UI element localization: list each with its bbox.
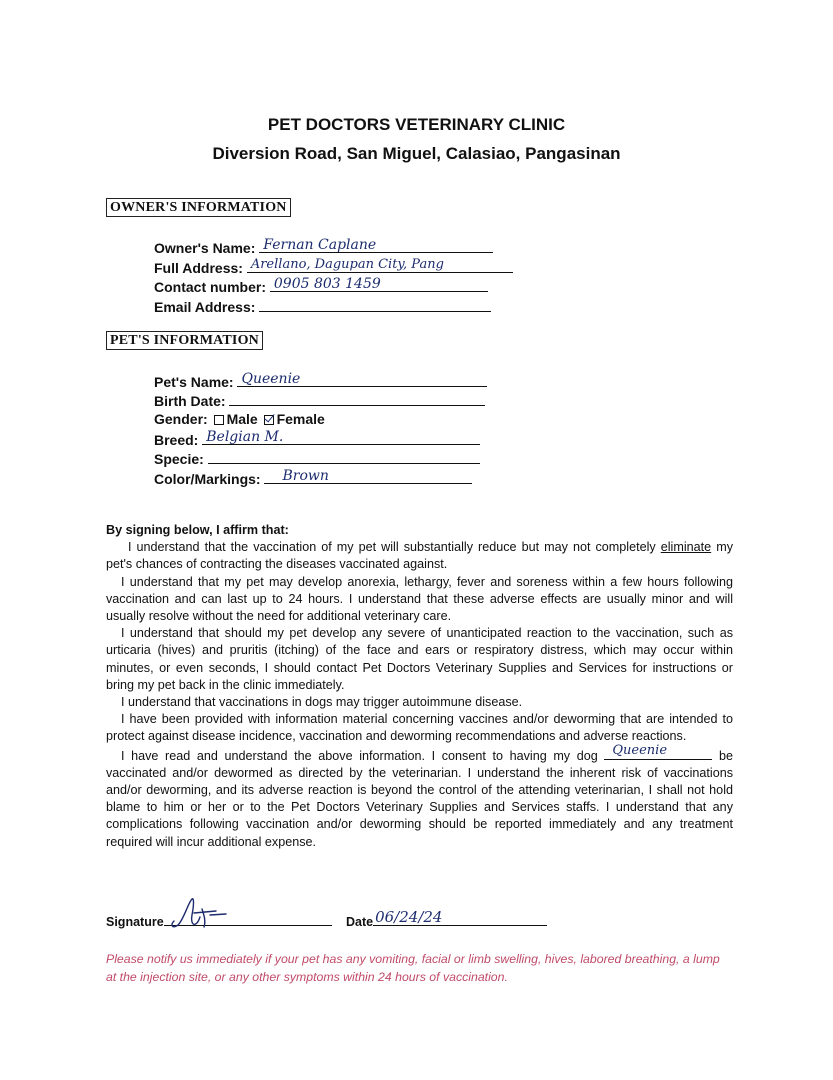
pet-section-heading: PET'S INFORMATION [106,331,263,350]
affirmation-paragraph-6: I have read and understand the above information. I consent to having my dog Queenie be vaccinated and/or dewormed as directed by the veterinarian. I understand the inherent risk of vaccinations and/or deworming, and its adverse reaction is beyond the control of the attending veterinarian, I shall not hold blame to him or her or to the Pet Doctors Veterinary Supplies and Services staffs. I understand that any complications following vaccination and/or deworming should be reported immediately and any treatment required will incur additional expense. [106,743,734,849]
affirmation-paragraph-4: I understand that vaccinations in dogs may trigger autoimmune disease. [121,695,523,710]
color-markings-line[interactable] [264,469,472,484]
affirmation-paragraph-2: I understand that my pet may develop anorexia, lethargy, fever and soreness within a few hours following vaccination and can last up to 24 hours. I understand that these adverse effects are usually minor and will usually resolve without the need for additional veterinary care. [106,574,733,624]
dog-name-value: Queenie [612,743,668,759]
affirmation-paragraph-1: I understand that the vaccination of my pet will substantially reduce but may not completely eliminate my pet's chances of contracting the diseases vaccinated against. [106,540,733,572]
female-checkbox[interactable] [264,415,274,425]
date-field[interactable] [346,908,547,929]
specie-field[interactable] [154,449,480,468]
color-markings-value: Brown [282,468,329,484]
breed-field[interactable] [154,430,480,449]
owner-name-value: Fernan Caplane [263,237,377,253]
specie-line[interactable] [208,449,480,464]
post-vaccination-notice: Please notify us immediately if your pet has any vomiting, facial or limb swelling, hives, labored breathing, a lump at the injection site, or any other symptoms within 24 hours of vaccination. [106,952,720,984]
signature-scribble-icon [166,895,236,931]
dog-name-line[interactable] [604,743,712,760]
contact-number-value: 0905 803 1459 [273,276,381,292]
email-line[interactable] [259,297,491,312]
owner-name-field[interactable] [154,238,493,257]
breed-line[interactable] [202,430,480,445]
email-label: Email Address: [154,299,256,315]
pet-name-line[interactable] [237,372,487,387]
color-markings-field[interactable] [154,469,472,488]
contact-number-label: Contact number: [154,279,266,295]
breed-value: Belgian M. [206,429,284,445]
clinic-name: PET DOCTORS VETERINARY CLINIC [267,115,566,134]
affirmation-heading: By signing below, I affirm that: [106,523,289,537]
pet-name-field[interactable] [154,372,487,391]
clinic-address: Diversion Road, San Miguel, Calasiao, Pangasinan [212,144,621,163]
signature-field[interactable] [106,911,332,929]
birth-date-label: Birth Date: [154,393,226,409]
contact-number-field[interactable] [154,277,488,296]
full-address-line[interactable] [247,258,513,273]
owner-name-label: Owner's Name: [154,240,256,256]
affirmation-paragraph-3: I understand that should my pet develop any severe of unanticipated reaction to the vaccination, such as urticaria (hives) and pruritis (itching) of the face and ears or respiratory distress, which may occur within minutes, or even seconds, I should contact Pet Doctors Veterinary Supplies and Services for instructions or bring my pet back in the clinic immediately. [106,626,733,692]
signature-label: Signature [106,915,164,929]
pet-name-label: Pet's Name: [154,374,234,390]
date-value: 06/24/24 [375,908,443,926]
gender-label: Gender: [154,411,208,427]
full-address-value: Arellano, Dagupan City, Pang [250,257,444,272]
male-label: Male [226,411,258,427]
breed-label: Breed: [154,432,199,448]
specie-label: Specie: [154,451,204,467]
date-line[interactable] [373,908,547,926]
female-label: Female [276,411,325,427]
pet-name-value: Queenie [241,371,301,387]
color-markings-label: Color/Markings: [154,471,261,487]
affirmation-block [106,522,733,851]
birth-date-field[interactable] [154,391,485,410]
signature-line[interactable] [164,911,332,926]
email-field[interactable] [154,297,491,316]
owner-name-line[interactable] [259,238,493,253]
date-label: Date [346,915,374,929]
contact-number-line[interactable] [270,277,488,292]
affirmation-paragraph-5: I have been provided with information material concerning vaccines and/or deworming that are intended to protect against disease incidence, vaccination and deworming recommendations and adverse reactions. [106,712,733,744]
gender-field [154,410,325,428]
owner-section-heading: OWNER'S INFORMATION [106,198,291,217]
male-checkbox[interactable] [214,415,224,425]
birth-date-line[interactable] [229,391,485,406]
full-address-label: Full Address: [154,260,243,276]
